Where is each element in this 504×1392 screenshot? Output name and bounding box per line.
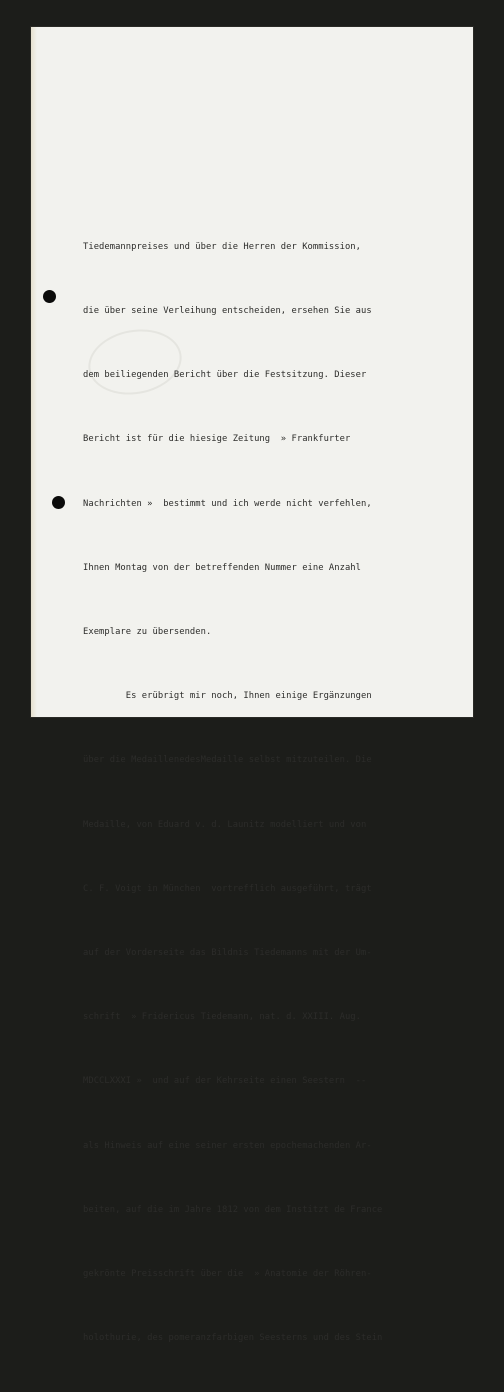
letter-line: Es erübrigt mir noch, Ihnen einige Ergänzungen — [83, 691, 372, 702]
letter-line: auf der Vorderseite das Bildnis Tiedemanns mit der Um- — [83, 948, 372, 959]
punch-hole-bottom — [52, 496, 65, 509]
letter-line: über die MedaillenedesMedaille selbst mitzuteilen. Die — [83, 755, 372, 766]
paper-edge — [31, 27, 37, 717]
letter-line: Medaille, von Eduard v. d. Launitz modelliert und von — [83, 819, 367, 830]
letter-line: beiten, auf die im Jahre 1812 von dem Institzt de France — [83, 1204, 383, 1215]
letter-line: gekrönte Preisschrift über die » Anatomie der Röhren- — [83, 1269, 372, 1280]
letter-line: Exemplare zu übersenden. — [83, 627, 212, 638]
letter-body — [83, 194, 473, 1392]
letter-line: die über seine Verleihung entscheiden, ersehen Sie aus — [83, 306, 372, 317]
letter-line: holothurie, des pomeranzfarbigen Seesterns und des Stein — [83, 1333, 383, 1344]
letter-line: als Hinweis auf eine seiner ersten epochemachenden Ar- — [83, 1140, 372, 1151]
letter-line: dem beiliegenden Bericht über die Festsitzung. Dieser — [83, 370, 367, 381]
letter-line: Tiedemannpreises und über die Herren der Kommission, — [83, 241, 362, 252]
letter-line: Bericht ist für die hiesige Zeitung » Frankfurter — [83, 434, 351, 445]
letter-line: schrift » Fridericus Tiedemann, nat. d. XXIII. Aug. — [83, 1012, 362, 1023]
punch-hole-top — [43, 290, 56, 303]
letter-line: C. F. Voigt in München vortrefflich ausgeführt, trägt — [83, 883, 372, 894]
letter-line: Ihnen Montag von der betreffenden Nummer eine Anzahl — [83, 562, 362, 573]
letter-line: MDCCLXXXI » und auf der Kehrseite einen Seestern -- — [83, 1076, 367, 1087]
letter-line: Nachrichten » bestimmt und ich werde nicht verfehlen, — [83, 498, 372, 509]
